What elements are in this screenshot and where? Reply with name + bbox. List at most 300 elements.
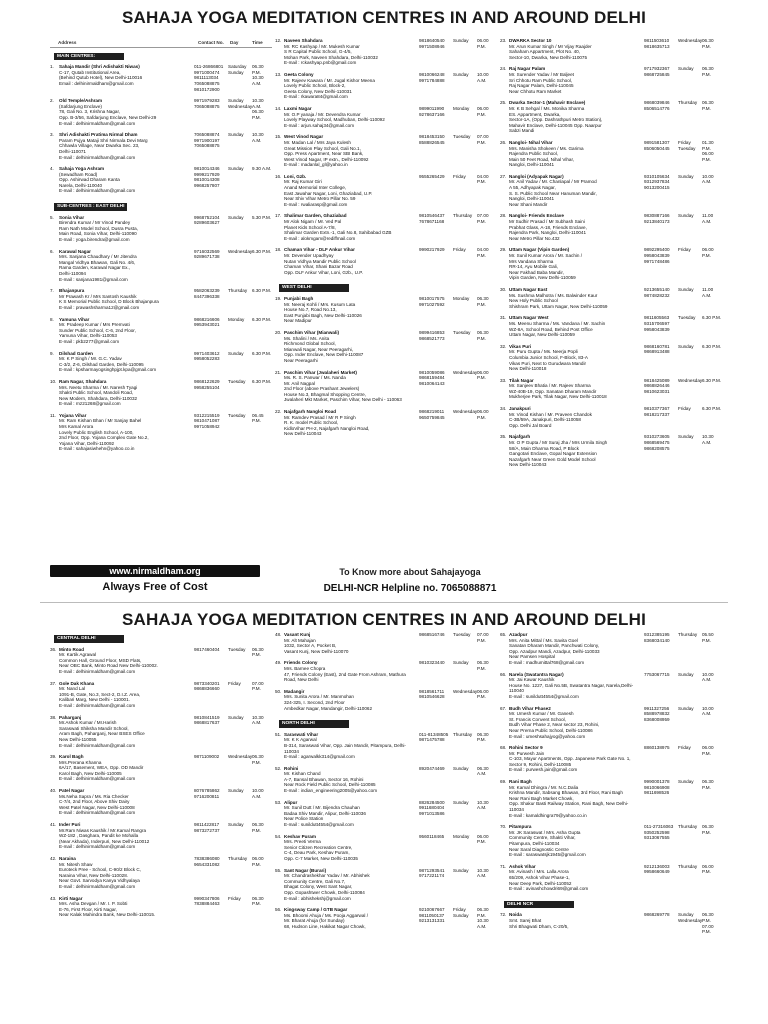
meeting-day: Friday: [228, 895, 241, 901]
address-line: E-mail : delhinirmaldham@gmail.com: [59, 742, 136, 748]
meeting-day: Thursday: [453, 731, 473, 737]
meeting-time: 06.45 P.M.: [252, 412, 264, 424]
address-line: Ms. R. S. Panwar / Ms. Nanda: [284, 375, 346, 381]
address-line: 6A/17, Basement, WEA, Opp. OD Mandir: [59, 765, 144, 771]
meeting-time: 06.00 P.M.: [702, 745, 714, 756]
meeting-time: 06.30 P.M.: [252, 822, 264, 833]
meeting-day: Thursday: [678, 824, 698, 830]
meeting-time: 06.30 P.M.: [702, 38, 714, 49]
entry-address: [284, 38, 419, 66]
contact-number: 9892295400: [644, 247, 670, 253]
contact-number: 9654331082: [194, 861, 220, 867]
address-line: WZ-40B-19, Opp. Sanatan Dharam Mandir: [509, 388, 597, 394]
meeting-time: 06.00 P.M.: [477, 369, 489, 381]
address-line: 324-325, I. Second, 2nd Floor: [284, 699, 345, 705]
meeting-days: [453, 213, 477, 241]
entry-address: [59, 132, 194, 160]
meeting-day: Sunday: [678, 779, 694, 785]
contact-number: 9971000474: [194, 69, 220, 75]
entry-number: 8.: [50, 316, 54, 322]
address-line: Mrs. Barnee Chopra: [284, 665, 326, 671]
entry-number: 24.: [500, 66, 507, 72]
address-line: Vipin Garden, New Delhi-110059: [509, 275, 576, 281]
meeting-time: 06.00 P.M.: [477, 38, 489, 49]
meeting-day: Sunday: [228, 69, 244, 75]
entry-address: [59, 715, 194, 749]
address-line: 47, Friends Colony (East), 2nd Gate From Ashram, Mathura Road, New Delhi: [284, 671, 406, 683]
contact-numbers: [644, 344, 678, 372]
centre-entry: [50, 317, 272, 345]
meeting-time: 11.00 A.M.: [702, 286, 714, 298]
centre-name: DWARKA Sector 10: [509, 38, 552, 43]
address-line: Mrs Vandana Sharma: [509, 258, 554, 264]
meeting-times: [477, 868, 497, 902]
entry-number: 41.: [50, 822, 57, 828]
address-line: Mr. Kishan Chand: [284, 771, 321, 777]
address-line: Delhi-110094: [59, 271, 86, 276]
contact-number: 9810323440: [419, 660, 445, 666]
address-line: Nangloi, Delhi-110041: [509, 162, 555, 168]
address-line: Ms.Neha Sapra / Ms. Ria Checker: [59, 793, 129, 799]
entry-number: 48.: [275, 632, 282, 637]
address-line: Aram Bagh, Paharganj, Near BSES Office: [59, 731, 145, 737]
entry-number: 3.: [50, 132, 54, 138]
meeting-days: [228, 351, 252, 373]
entry-number: 23.: [500, 38, 507, 43]
meeting-days: [453, 907, 477, 929]
address-line: E-mail : madhumittal768@gmail.com: [509, 659, 585, 665]
centre-name: Pitampura: [509, 824, 532, 830]
address-line: Vasant Kunj, New Delhi-110070: [284, 648, 349, 654]
contact-numbers: [419, 732, 453, 760]
contact-number: 9868160781: [644, 343, 670, 349]
contact-number: 9810017575: [419, 295, 445, 301]
address-line: Great Mission Play School, Gali No.1,: [284, 145, 361, 151]
address-line: Sector 9, Rohini, Delhi-110085: [509, 761, 572, 767]
meeting-day: Sunday: [453, 867, 469, 873]
contact-number: 9810014346: [194, 166, 220, 172]
centre-entry: [500, 745, 722, 773]
meeting-time: 06.30 P.M.: [477, 329, 489, 341]
address-line: E-mail : abhishekshj@gmail.com: [284, 895, 351, 901]
meeting-day: Wednesday: [678, 917, 703, 923]
address-line: (Sewadham Road): [59, 171, 98, 177]
contact-number: 9868269778: [644, 912, 670, 918]
entry-address: [509, 287, 644, 309]
address-line: Sunder Public School, C-6, 2nd Floor,: [59, 327, 136, 333]
address-line: Ms. Sushma Malhotra / Ms. Balwinder Kaur: [509, 292, 598, 298]
meeting-day: Tuesday: [453, 632, 471, 637]
meeting-day: Sunday: [453, 799, 469, 805]
entry-address: [59, 681, 194, 709]
meeting-times: [702, 213, 722, 241]
address-line: E-mail : delhinirmaldham@gmail.com: [59, 810, 136, 816]
meeting-time: 6.30 P.M.: [702, 406, 722, 412]
meeting-time: 10.30 A.M.: [477, 799, 489, 811]
address-line: Near Saral Diagnostic Centre: [509, 846, 569, 852]
meeting-days: [678, 38, 702, 60]
address-line: Nangloi, Delhi-110041: [509, 196, 555, 202]
address-line: R. K. model Public School,: [284, 420, 339, 426]
meeting-time: 06.30 P.M.: [477, 731, 489, 743]
address-line: House No.3, Bhagmal Shopping Centre,: [284, 391, 366, 397]
entry-number: 53.: [275, 799, 282, 805]
contact-number: 9899011990: [419, 105, 445, 111]
address-line: Opp. Inder Enclave, New Delhi-110087: [284, 352, 364, 358]
address-line: Mr. Nand Lal: [59, 686, 86, 692]
address-line: 2nd Floor, Opp. Yojana Complex Gate No.2,: [59, 435, 149, 441]
header-time: Time: [252, 40, 263, 45]
meeting-times: [702, 824, 722, 858]
address-line: Delhi-110071: [59, 148, 86, 154]
entry-address: [284, 907, 419, 929]
meeting-day: Thursday: [678, 863, 698, 869]
address-line: Opp. DLF Ankur Vihar, Loni, Gzb., U.P.: [284, 269, 363, 275]
contact-numbers: [644, 745, 678, 773]
meeting-day: Sunday: [228, 166, 244, 172]
centre-name: Noida: [509, 912, 522, 918]
address-line: Opp. Ashirwad Dharam Kanta: [59, 177, 120, 183]
entry-address: [509, 140, 644, 168]
entry-number: 12.: [275, 38, 282, 43]
meeting-times: [477, 296, 497, 324]
contact-numbers: [194, 856, 228, 890]
contact-number: 9868216606: [194, 316, 220, 322]
entry-address: [509, 378, 644, 400]
meeting-times: [252, 64, 272, 92]
meeting-days: [453, 800, 477, 828]
address-line: Opp. Azadpur Mandi, Azadpur, Delhi-110033: [509, 648, 600, 654]
entry-number: 68.: [500, 745, 507, 751]
entry-address: [509, 706, 644, 740]
address-line: E-mail : avinashchowdri69@gmail.com: [509, 886, 589, 892]
entry-number: 14.: [275, 105, 282, 111]
section-heading: CENTRAL DELHI: [54, 635, 124, 643]
meeting-days: [228, 822, 252, 850]
centre-entry: [500, 287, 722, 309]
meeting-time: 6.30 P.M.: [252, 350, 272, 356]
contact-number: 9811503610: [644, 38, 670, 43]
address-line: Opp. B-3/56, Safdarjung Enclave, New Delhi-29: [59, 114, 157, 120]
entry-address: [509, 66, 644, 94]
contact-number: 9350252598: [644, 829, 670, 835]
entry-address: [59, 647, 194, 675]
entry-number: 21.: [275, 369, 282, 375]
contact-number: 9868569475: [644, 440, 670, 446]
contact-number: 9810059086: [419, 369, 445, 375]
entry-number: 50.: [275, 688, 282, 694]
meeting-time: 06.00 P.M.: [477, 833, 489, 845]
meeting-days: [228, 647, 252, 675]
address-line: Mrs. Sunita Arora / Mr. Manmohan: [284, 694, 354, 700]
address-line: Mianwali Nagar, Near Peeragarhi,: [284, 346, 353, 352]
meeting-days: [453, 72, 477, 100]
address-line: E-76, First Floor, Kirti Nagar,: [59, 906, 117, 912]
centre-name: Dilshad Garden: [59, 350, 93, 356]
entry-number: 54.: [275, 833, 282, 839]
centre-entry: [275, 134, 497, 168]
address-line: Main 50 Feet Road, Nihal Vihar,: [509, 156, 575, 162]
address-line: New Holy Public School: [509, 298, 558, 304]
meeting-times: [702, 632, 722, 666]
entry-address: [284, 660, 419, 682]
address-line: Mr. JK Saraswat / Mrs. Asha Gupta: [509, 829, 581, 835]
address-line: Kalibari Marg, New Delhi - 110001.: [59, 697, 130, 703]
meeting-day: Sunday: [678, 434, 694, 440]
centre-entry: [50, 681, 272, 709]
entry-address: [59, 822, 194, 850]
address-line: Vikas Puri, Next to Gurudwara Mandir: [509, 360, 587, 366]
meeting-time: 10.30 A.M.: [252, 75, 264, 86]
entry-number: 28.: [500, 213, 507, 219]
meeting-days: [678, 378, 702, 400]
meeting-day: Sunday: [228, 788, 244, 794]
meeting-days: [228, 413, 252, 452]
centre-entry: [275, 800, 497, 828]
contact-number: 9013200415: [644, 185, 670, 191]
address-line: E-mail : sanjana1981@gmail.com: [59, 276, 128, 282]
meeting-time: 10.30 A.M.: [252, 98, 264, 109]
address-line: Community Centre, Shakti Vihar,: [509, 835, 576, 841]
address-line: Planet Kids School A-7/8,: [284, 224, 336, 230]
entry-number: 22.: [275, 409, 282, 415]
entry-number: 65.: [500, 632, 507, 637]
address-line: 68, Hudson Line, Hakikat Nagar Chowk,: [284, 923, 366, 929]
contact-number: 8588978832: [644, 711, 670, 717]
entry-number: 39.: [50, 754, 57, 760]
entry-number: 29.: [500, 247, 507, 253]
address-line: E-mail : madanlal_gl@yahoo.in: [284, 162, 348, 168]
meeting-time: 10.00 A.M.: [252, 788, 264, 799]
address-line: Mr. Ram Kishan Bhan / Mr Sanjay Bahel: [59, 418, 142, 424]
contact-number: 9312215519: [194, 412, 220, 418]
meeting-day: Monday: [453, 833, 470, 839]
meeting-times: [477, 907, 497, 929]
meeting-day: Friday: [228, 680, 241, 686]
centre-list: [275, 38, 497, 437]
entry-number: 37.: [50, 680, 57, 686]
section-heading: MAIN CENTRES:: [54, 53, 124, 61]
meeting-time: 10.00 A.M.: [702, 705, 714, 717]
centre-entry: [500, 174, 722, 208]
meeting-day: Sunday: [678, 213, 694, 219]
contact-numbers: [419, 247, 453, 275]
meeting-days: [228, 288, 252, 310]
centre-name: Vasant Kunj: [284, 632, 311, 637]
centre-name: Narela (Swatantra Nagar): [509, 671, 564, 677]
address-line: Near Fakhad Baba Mandir,: [509, 269, 564, 275]
contact-number: 9871109002: [194, 754, 220, 760]
address-line: S R Capital Public School, G-4/5,: [284, 49, 352, 55]
meeting-time: 10.30 A.M.: [477, 867, 489, 879]
centre-entry: [275, 330, 497, 364]
entry-number: 20.: [275, 329, 282, 335]
address-line: Near Prerna Public School, Delhi-110086: [509, 727, 593, 733]
meeting-times: [477, 834, 497, 862]
meeting-day: Wednesday: [228, 103, 253, 109]
centre-entry: [50, 64, 272, 92]
address-line: Mr. O P Gupta / Mr Suraj Jha / Mrs Urmila Singh: [509, 440, 608, 446]
address-line: 1091-B, Gate, No.3, Sect-2, D.I.Z. Area,: [59, 691, 141, 697]
address-line: New Delhi-110043: [284, 431, 322, 437]
meeting-days: [453, 632, 477, 654]
entry-number: 6.: [50, 248, 54, 254]
bottom-column-3: [500, 632, 722, 941]
entry-address: [284, 247, 419, 275]
contact-number: 9716032569: [194, 248, 220, 254]
meeting-day: Sunday: [453, 71, 469, 77]
contact-number: 9818640540: [419, 38, 445, 43]
meeting-day: Tuesday: [678, 145, 696, 151]
meeting-day: Wednesday: [453, 409, 478, 415]
page-title-bottom: SAHAJA YOGA MEDITATION CENTRES IN AND AROUND DELHI: [121, 610, 647, 629]
contact-numbers: [194, 379, 228, 407]
contact-number: 8920474469: [419, 765, 445, 771]
contact-numbers: [194, 288, 228, 310]
centre-name: Karol Bagh: [59, 754, 84, 760]
entry-address: [59, 166, 194, 194]
meeting-days: [678, 864, 702, 892]
address-line: E-mail : delhinirmaldham@gmail.com: [59, 668, 136, 674]
meeting-times: [252, 98, 272, 126]
entry-address: [509, 315, 644, 337]
centre-entry: [275, 732, 497, 760]
meeting-days: [453, 330, 477, 364]
centre-entry: [500, 315, 722, 337]
centre-entry: [275, 106, 497, 128]
address-line: E-mail : sunildutt4554@gmail.com: [509, 693, 579, 699]
address-line: Near Rani Bagh Market Chowk,: [509, 795, 574, 801]
address-line: Mr. Nitesh Shaw: [59, 861, 93, 867]
meeting-day: Wednesday: [228, 248, 253, 254]
address-line: E-mail : kpsharmayogsinghpjpt.kpa@gmail.com: [59, 367, 157, 373]
entry-address: [59, 249, 194, 283]
contact-number: 9811422817: [194, 822, 220, 828]
meeting-times: [477, 247, 497, 275]
address-line: Birendra Kumar / Mr Vinod Pandey: [59, 220, 131, 226]
contact-numbers: [419, 370, 453, 404]
address-line: Ms. Bhoomi Ahuja / Ms. Pooja Aggarwal /: [284, 912, 369, 918]
meeting-time: 10.30 A.M.: [252, 132, 264, 143]
centre-entry: [275, 868, 497, 902]
contact-number: 9868039846: [644, 100, 670, 106]
contact-number: 9650759845: [419, 414, 445, 420]
entry-address: [59, 856, 194, 890]
centre-name: Madangir: [284, 688, 305, 694]
meeting-day: Sunday: [678, 343, 694, 349]
address-line: Ambedkar Nagar, Mandangir, Delhi-110062: [284, 705, 373, 711]
meeting-days: [453, 834, 477, 862]
entry-address: [59, 351, 194, 373]
address-line: Opp. Gopashtwer Chowk, Delhi-110084: [284, 889, 365, 895]
address-line: WZ-182 , Dasghara, Pandit ke Mohalla: [59, 833, 139, 839]
address-line: KidloVihar PH-2, Najafgarh Nangloi Road,: [284, 425, 370, 431]
contact-number: 9717932367: [644, 66, 670, 72]
address-line: Near Chhotu Ram Market: [509, 88, 562, 94]
entry-address: [284, 134, 419, 168]
address-line: S. S. Public School Near Hanuman Mandir,: [509, 190, 597, 196]
meeting-times: [477, 38, 497, 66]
meeting-time: 10.00 A.M.: [702, 173, 714, 185]
meeting-days: [453, 247, 477, 275]
meeting-times: [702, 66, 722, 94]
contact-number: 9874828232: [644, 292, 670, 298]
entry-address: [284, 330, 419, 364]
contact-numbers: [194, 715, 228, 749]
contact-numbers: [194, 351, 228, 373]
centre-name: Najafgarh: [509, 434, 531, 440]
address-line: Mr. Kartik Agrawal: [59, 652, 97, 658]
meeting-days: [678, 344, 702, 372]
contact-number: 8860138975: [644, 745, 670, 751]
meeting-times: [702, 174, 722, 208]
meeting-time: 6.30 P.M.: [252, 288, 272, 294]
contact-number: 9582063239: [194, 288, 220, 294]
meeting-time: 06.00 P.M.: [477, 688, 489, 700]
contact-number: 7065088875: [194, 143, 220, 149]
entry-number: 72.: [500, 912, 507, 918]
meeting-days: [678, 100, 702, 134]
centre-entry: [275, 907, 497, 929]
address-line: Mr.Ram Niwas Kaushik / Mr.Kamal Rangra: [59, 827, 147, 833]
contact-number: 9971058942: [194, 424, 220, 430]
contact-numbers: [644, 38, 678, 60]
meeting-time: 06.30 P.M.: [252, 895, 264, 907]
address-line: Mr. Rajeev Kawara / Mr. Jugal Kishor Meena: [284, 77, 375, 83]
contact-number: 9315706597: [644, 320, 670, 326]
meeting-days: [228, 681, 252, 709]
contact-number: 9810377367: [644, 406, 670, 412]
contact-number: 8447396338: [194, 293, 220, 299]
address-line: E-mail : rwaliarasp@gmail.com: [284, 201, 348, 207]
entry-number: 36.: [50, 646, 57, 652]
contact-number: 9868516746: [419, 632, 445, 637]
meeting-times: [252, 856, 272, 890]
contact-number: 9810546437: [419, 213, 445, 219]
contact-number: 9810841519: [194, 714, 220, 720]
meeting-times: [477, 689, 497, 711]
entry-address: [284, 409, 419, 437]
contact-number: 8076785862: [194, 788, 220, 794]
meeting-times: [702, 672, 722, 700]
meeting-times: [252, 215, 272, 243]
entry-address: [284, 72, 419, 100]
address-line: Narela, Delhi-110040: [59, 182, 103, 188]
address-line: New Delhi-110055: [59, 736, 97, 742]
contact-numbers: [419, 800, 453, 828]
address-line: Mr. Purwesh Jain: [509, 750, 545, 756]
contact-numbers: [644, 434, 678, 468]
contact-numbers: [194, 896, 228, 918]
address-line: Bhagat Colony, West Sant Nagar,: [284, 884, 353, 890]
website-url[interactable]: www.nirmaldham.org: [50, 565, 260, 577]
centre-entry: [500, 434, 722, 468]
entry-address: [284, 632, 419, 654]
meeting-days: [228, 166, 252, 194]
contact-number: 9560118465: [419, 833, 445, 839]
entry-number: 7.: [50, 288, 54, 294]
address-line: Mr. Sunil Dutt / Mr. Bijendra Chauhan: [284, 805, 360, 811]
address-line: Near Peeragarhi: [284, 357, 318, 363]
centre-entry: [50, 249, 272, 283]
contact-number: 9811050137: [419, 912, 445, 918]
address-line: E-mail : delhinirmaldham@gmail.com: [59, 188, 136, 194]
address-line: Lovely Public English School, A-100,: [59, 429, 134, 435]
meeting-times: [252, 822, 272, 850]
centre-name: Tilak Nagar: [509, 377, 534, 383]
entry-address: [509, 247, 644, 281]
centre-entry: [500, 344, 722, 372]
